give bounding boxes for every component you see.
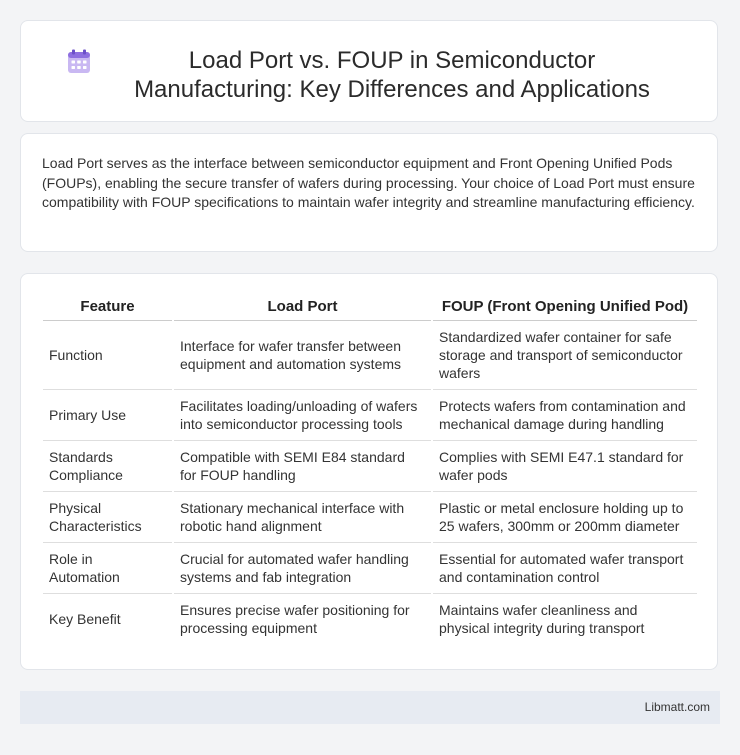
foup-cell: Complies with SEMI E47.1 standard for wafer pods (433, 441, 697, 492)
header-foup: FOUP (Front Opening Unified Pod) (433, 292, 697, 321)
header-feature: Feature (43, 292, 172, 321)
foup-cell: Protects wafers from contamination and mechanical damage during handling (433, 390, 697, 441)
comparison-table (41, 292, 699, 644)
load-port-cell: Crucial for automated wafer handling systems and fab integration (174, 543, 431, 594)
table-row (43, 390, 697, 441)
foup-cell: Standardized wafer container for safe storage and transport of semiconductor wafers (433, 321, 697, 390)
load-port-cell: Compatible with SEMI E84 standard for FOUP handling (174, 441, 431, 492)
feature-cell: Role in Automation (43, 543, 172, 594)
footer-site-link[interactable]: Libmatt.com (644, 700, 710, 714)
feature-cell: Function (43, 321, 172, 390)
feature-cell: Primary Use (43, 390, 172, 441)
table-row (43, 321, 697, 390)
table-row (43, 543, 697, 594)
title-row (21, 21, 717, 104)
table-header-row (43, 292, 697, 321)
load-port-cell: Facilitates loading/unloading of wafers into semiconductor processing tools (174, 390, 431, 441)
foup-cell: Plastic or metal enclosure holding up to 25 wafers, 300mm or 200mm diameter (433, 492, 697, 543)
footer-bar (20, 691, 720, 724)
feature-cell: Key Benefit (49, 611, 121, 627)
page-title: Load Port vs. FOUP in Semiconductor Manufacturing: Key Differences and Applications (134, 47, 650, 103)
table-row (43, 594, 697, 644)
header-load-port: Load Port (174, 292, 431, 321)
intro-card (20, 133, 718, 252)
table-row (43, 441, 697, 492)
load-port-cell: Stationary mechanical interface with robotic hand alignment (174, 492, 431, 543)
intro-paragraph: Load Port serves as the interface between semiconductor equipment and Front Opening Unified Pods (FOUPs), enabling the secure transfer of wafers during processing. Your choice of Load Port must ensure compatibility with FOUP specifications to maintain wafer integrity and streamline manufacturing efficiency. (42, 155, 695, 210)
load-port-cell: Ensures precise wafer positioning for processing equipment (180, 602, 410, 636)
title-card (20, 20, 718, 122)
calendar-icon (66, 49, 92, 75)
feature-cell: Standards Compliance (43, 441, 172, 492)
foup-cell: Maintains wafer cleanliness and physical integrity during transport (439, 602, 645, 636)
comparison-card (20, 273, 718, 670)
feature-cell: Physical Characteristics (43, 492, 172, 543)
foup-cell: Essential for automated wafer transport and contamination control (433, 543, 697, 594)
table-row (43, 492, 697, 543)
load-port-cell: Interface for wafer transfer between equipment and automation systems (174, 321, 431, 390)
